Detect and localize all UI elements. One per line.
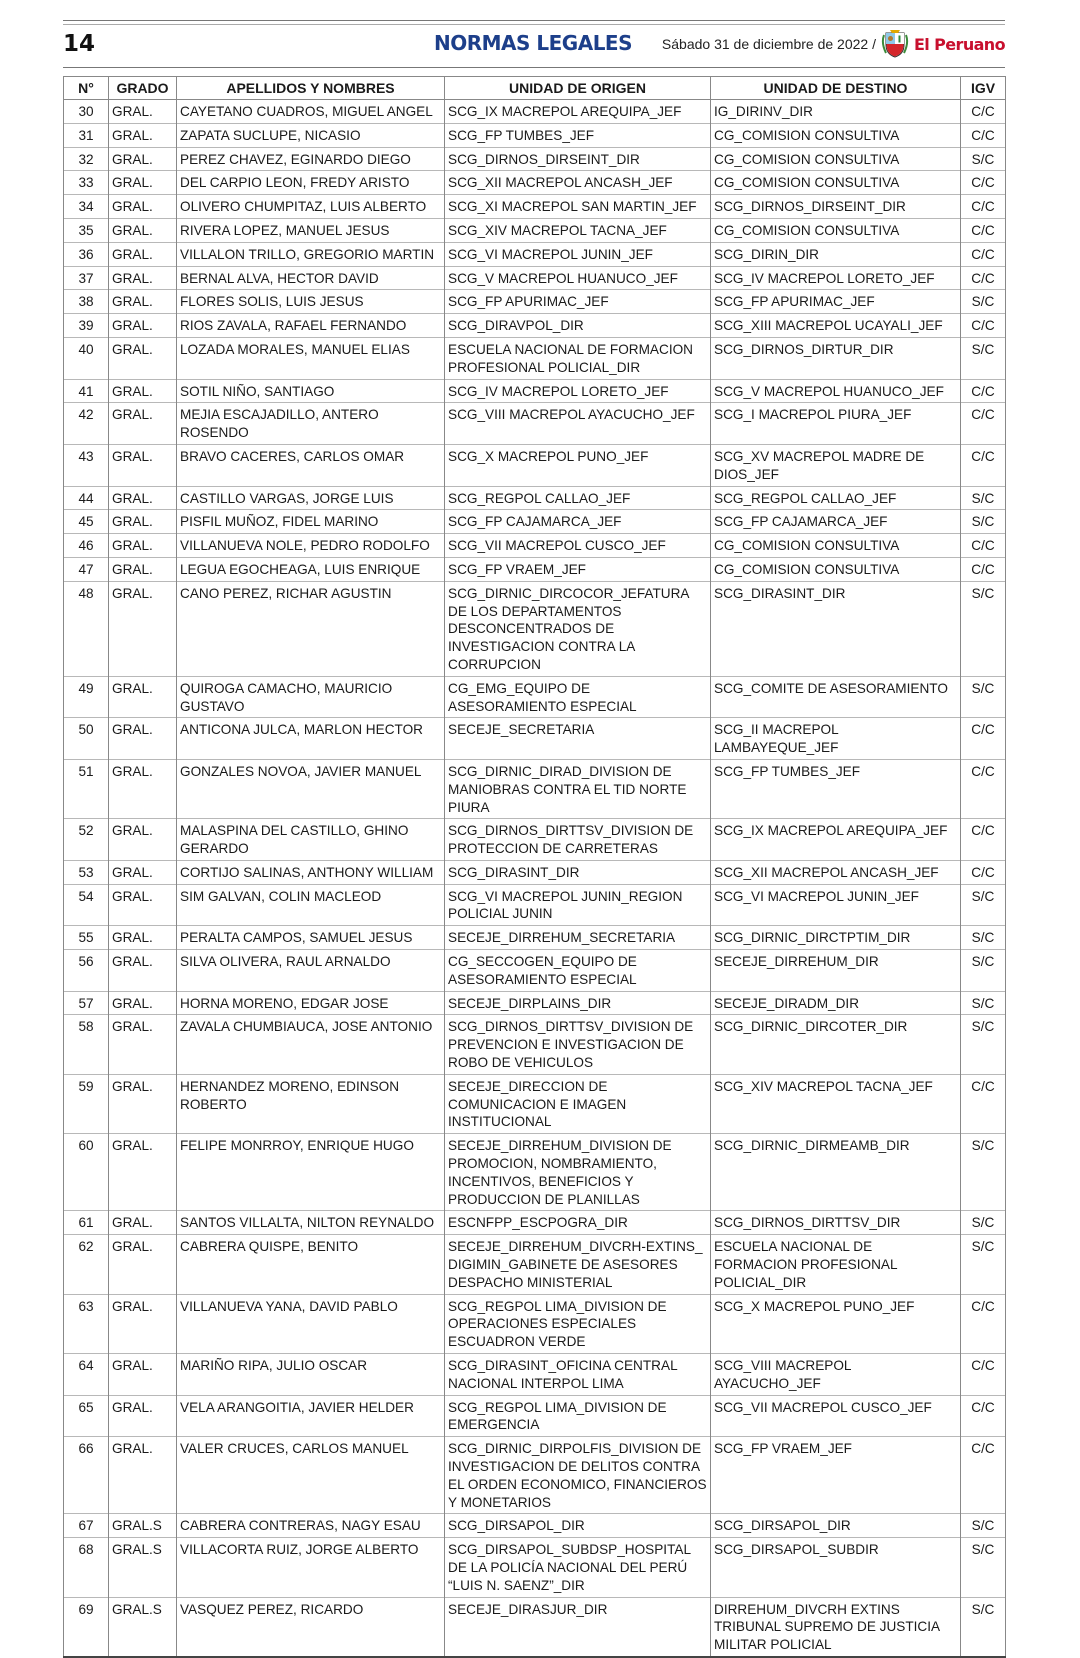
row-igv: C/C [961, 1395, 1006, 1437]
row-number: 44 [64, 486, 109, 510]
row-unidad-origen: SCG_REGPOL CALLAO_JEF [445, 486, 711, 510]
row-number: 37 [64, 266, 109, 290]
row-unidad-origen: SECEJE_SECRETARIA [445, 718, 711, 760]
row-number: 59 [64, 1074, 109, 1133]
row-name: SANTOS VILLALTA, NILTON REYNALDO [177, 1211, 445, 1235]
row-number: 49 [64, 676, 109, 718]
header-right [662, 29, 1005, 59]
table-row [64, 1354, 1006, 1396]
row-grado: GRAL. [109, 314, 177, 338]
row-grado: GRAL. [109, 581, 177, 676]
row-unidad-origen: SCG_DIRASINT_OFICINA CENTRAL NACIONAL INTERPOL LIMA [445, 1354, 711, 1396]
row-grado: GRAL. [109, 557, 177, 581]
row-name: MEJIA ESCAJADILLO, ANTERO ROSENDO [177, 403, 445, 445]
row-igv: C/C [961, 379, 1006, 403]
row-grado: GRAL. [109, 1294, 177, 1353]
row-name: QUIROGA CAMACHO, MAURICIO GUSTAVO [177, 676, 445, 718]
table-row [64, 926, 1006, 950]
column-header-grado: GRADO [109, 77, 177, 100]
row-unidad-origen: CG_SECCOGEN_EQUIPO DE ASESORAMIENTO ESPECIAL [445, 950, 711, 992]
row-unidad-destino: SECEJE_DIRREHUM_DIR [711, 950, 961, 992]
table-row [64, 819, 1006, 861]
row-igv: S/C [961, 1597, 1006, 1657]
row-unidad-origen: SCG_DIRSAPOL_DIR [445, 1514, 711, 1538]
row-grado: GRAL. [109, 1395, 177, 1437]
row-igv: S/C [961, 1538, 1006, 1597]
row-number: 42 [64, 403, 109, 445]
row-number: 67 [64, 1514, 109, 1538]
row-grado: GRAL. [109, 171, 177, 195]
row-name: SILVA OLIVERA, RAUL ARNALDO [177, 950, 445, 992]
table-row [64, 218, 1006, 242]
row-igv: C/C [961, 218, 1006, 242]
column-header-number: N° [64, 77, 109, 100]
row-number: 47 [64, 557, 109, 581]
table-row [64, 1597, 1006, 1657]
row-igv: C/C [961, 1074, 1006, 1133]
row-name: CANO PEREZ, RICHAR AGUSTIN [177, 581, 445, 676]
table-row [64, 581, 1006, 676]
row-unidad-origen: SECEJE_DIRREHUM_DIVISION DE PROMOCION, NOMBRAMIENTO, INCENTIVOS, BENEFICIOS Y PRODUCCION DE PLANILLAS [445, 1134, 711, 1211]
row-igv: S/C [961, 1211, 1006, 1235]
row-name: MALASPINA DEL CASTILLO, GHINO GERARDO [177, 819, 445, 861]
row-number: 65 [64, 1395, 109, 1437]
row-name: VILLACORTA RUIZ, JORGE ALBERTO [177, 1538, 445, 1597]
row-unidad-destino: SCG_XII MACREPOL ANCASH_JEF [711, 860, 961, 884]
row-unidad-origen: SCG_FP VRAEM_JEF [445, 557, 711, 581]
row-number: 33 [64, 171, 109, 195]
row-igv: S/C [961, 486, 1006, 510]
row-number: 43 [64, 444, 109, 486]
row-unidad-destino: SCG_REGPOL CALLAO_JEF [711, 486, 961, 510]
row-igv: S/C [961, 1235, 1006, 1294]
row-unidad-origen: SCG_VI MACREPOL JUNIN_REGION POLICIAL JUNIN [445, 884, 711, 926]
row-name: ZAVALA CHUMBIAUCA, JOSE ANTONIO [177, 1015, 445, 1074]
row-unidad-destino: SCG_VI MACREPOL JUNIN_JEF [711, 884, 961, 926]
row-number: 66 [64, 1437, 109, 1514]
table-row [64, 510, 1006, 534]
table-row [64, 759, 1006, 818]
row-grado: GRAL. [109, 926, 177, 950]
row-number: 53 [64, 860, 109, 884]
row-grado: GRAL. [109, 759, 177, 818]
row-number: 31 [64, 123, 109, 147]
row-name: SOTIL NIÑO, SANTIAGO [177, 379, 445, 403]
table-row [64, 1538, 1006, 1597]
table-row [64, 379, 1006, 403]
row-unidad-destino: SCG_XIV MACREPOL TACNA_JEF [711, 1074, 961, 1133]
row-number: 40 [64, 337, 109, 379]
row-unidad-destino: CG_COMISION CONSULTIVA [711, 218, 961, 242]
table-row [64, 123, 1006, 147]
table-row [64, 171, 1006, 195]
row-unidad-destino: SCG_IX MACREPOL AREQUIPA_JEF [711, 819, 961, 861]
row-igv: C/C [961, 314, 1006, 338]
row-number: 63 [64, 1294, 109, 1353]
row-name: DEL CARPIO LEON, FREDY ARISTO [177, 171, 445, 195]
row-name: CORTIJO SALINAS, ANTHONY WILLIAM [177, 860, 445, 884]
row-unidad-origen: SCG_XII MACREPOL ANCASH_JEF [445, 171, 711, 195]
row-number: 46 [64, 534, 109, 558]
row-grado: GRAL. [109, 676, 177, 718]
row-unidad-origen: ESCUELA NACIONAL DE FORMACION PROFESIONAL POLICIAL_DIR [445, 337, 711, 379]
row-number: 41 [64, 379, 109, 403]
table-row [64, 1395, 1006, 1437]
row-grado: GRAL. [109, 486, 177, 510]
row-igv: C/C [961, 1294, 1006, 1353]
row-grado: GRAL. [109, 860, 177, 884]
section-title: NORMAS LEGALES [434, 31, 632, 55]
column-header-igv: IGV [961, 77, 1006, 100]
row-unidad-destino: SCG_II MACREPOL LAMBAYEQUE_JEF [711, 718, 961, 760]
row-name: SIM GALVAN, COLIN MACLEOD [177, 884, 445, 926]
row-name: FLORES SOLIS, LUIS JESUS [177, 290, 445, 314]
row-igv: C/C [961, 1437, 1006, 1514]
row-unidad-origen: SECEJE_DIRASJUR_DIR [445, 1597, 711, 1657]
table-row [64, 266, 1006, 290]
table-row [64, 242, 1006, 266]
row-name: RIVERA LOPEZ, MANUEL JESUS [177, 218, 445, 242]
row-unidad-origen: SCG_FP TUMBES_JEF [445, 123, 711, 147]
row-unidad-origen: SECEJE_DIRREHUM_DIVCRH-EXTINS_ DIGIMIN_GABINETE DE ASESORES DESPACHO MINISTERIAL [445, 1235, 711, 1294]
row-unidad-destino: SCG_DIRNOS_DIRSEINT_DIR [711, 195, 961, 219]
row-name: HORNA MORENO, EDGAR JOSE [177, 991, 445, 1015]
row-grado: GRAL. [109, 1437, 177, 1514]
row-name: VILLALON TRILLO, GREGORIO MARTIN [177, 242, 445, 266]
table-row [64, 1437, 1006, 1514]
row-grado: GRAL.S [109, 1538, 177, 1597]
row-grado: GRAL. [109, 819, 177, 861]
row-name: VELA ARANGOITIA, JAVIER HELDER [177, 1395, 445, 1437]
row-unidad-origen: SCG_REGPOL LIMA_DIVISION DE EMERGENCIA [445, 1395, 711, 1437]
table-row [64, 486, 1006, 510]
row-unidad-destino: SCG_FP CAJAMARCA_JEF [711, 510, 961, 534]
row-unidad-origen: SCG_DIRNIC_DIRAD_DIVISION DE MANIOBRAS CONTRA EL TID NORTE PIURA [445, 759, 711, 818]
row-grado: GRAL. [109, 884, 177, 926]
row-igv: C/C [961, 100, 1006, 124]
row-unidad-destino: SCG_FP TUMBES_JEF [711, 759, 961, 818]
row-grado: GRAL. [109, 1211, 177, 1235]
row-grado: GRAL. [109, 991, 177, 1015]
row-grado: GRAL. [109, 147, 177, 171]
row-unidad-origen: SCG_FP APURIMAC_JEF [445, 290, 711, 314]
table-row [64, 337, 1006, 379]
row-number: 54 [64, 884, 109, 926]
table-row [64, 534, 1006, 558]
row-grado: GRAL.S [109, 1597, 177, 1657]
row-igv: C/C [961, 195, 1006, 219]
row-grado: GRAL. [109, 403, 177, 445]
row-unidad-origen: SCG_XI MACREPOL SAN MARTIN_JEF [445, 195, 711, 219]
row-grado: GRAL. [109, 534, 177, 558]
column-header-destino: UNIDAD DE DESTINO [711, 77, 961, 100]
row-number: 62 [64, 1235, 109, 1294]
table-row [64, 290, 1006, 314]
row-name: BRAVO CACERES, CARLOS OMAR [177, 444, 445, 486]
row-igv: C/C [961, 444, 1006, 486]
row-unidad-destino: SCG_DIRASINT_DIR [711, 581, 961, 676]
table-row [64, 314, 1006, 338]
table-row [64, 1294, 1006, 1353]
row-igv: C/C [961, 266, 1006, 290]
masthead-el-peruano: El Peruano [913, 34, 1005, 54]
row-number: 60 [64, 1134, 109, 1211]
row-grado: GRAL. [109, 1134, 177, 1211]
table-row [64, 1514, 1006, 1538]
row-grado: GRAL. [109, 444, 177, 486]
row-unidad-destino: SCG_DIRNIC_DIRCOTER_DIR [711, 1015, 961, 1074]
row-grado: GRAL. [109, 510, 177, 534]
row-unidad-destino: SCG_DIRIN_DIR [711, 242, 961, 266]
row-unidad-destino: SCG_V MACREPOL HUANUCO_JEF [711, 379, 961, 403]
row-name: ZAPATA SUCLUPE, NICASIO [177, 123, 445, 147]
row-grado: GRAL. [109, 195, 177, 219]
row-number: 68 [64, 1538, 109, 1597]
row-grado: GRAL. [109, 266, 177, 290]
row-name: RIOS ZAVALA, RAFAEL FERNANDO [177, 314, 445, 338]
row-number: 51 [64, 759, 109, 818]
row-number: 50 [64, 718, 109, 760]
row-unidad-destino: CG_COMISION CONSULTIVA [711, 534, 961, 558]
row-number: 38 [64, 290, 109, 314]
row-igv: S/C [961, 337, 1006, 379]
table-row [64, 718, 1006, 760]
row-number: 32 [64, 147, 109, 171]
row-unidad-destino: SCG_IV MACREPOL LORETO_JEF [711, 266, 961, 290]
row-unidad-destino: SCG_VIII MACREPOL AYACUCHO_JEF [711, 1354, 961, 1396]
row-grado: GRAL. [109, 1074, 177, 1133]
row-unidad-origen: SCG_IV MACREPOL LORETO_JEF [445, 379, 711, 403]
row-grado: GRAL. [109, 950, 177, 992]
row-igv: S/C [961, 290, 1006, 314]
row-unidad-destino: ESCUELA NACIONAL DE FORMACION PROFESIONAL POLICIAL_DIR [711, 1235, 961, 1294]
row-unidad-origen: SCG_VI MACREPOL JUNIN_JEF [445, 242, 711, 266]
row-unidad-origen: SECEJE_DIRECCION DE COMUNICACION E IMAGEN INSTITUCIONAL [445, 1074, 711, 1133]
row-unidad-origen: SCG_VIII MACREPOL AYACUCHO_JEF [445, 403, 711, 445]
row-igv: S/C [961, 950, 1006, 992]
row-name: CABRERA QUISPE, BENITO [177, 1235, 445, 1294]
row-name: CASTILLO VARGAS, JORGE LUIS [177, 486, 445, 510]
table-row [64, 676, 1006, 718]
table-row [64, 991, 1006, 1015]
header-row [64, 77, 1006, 100]
row-igv: C/C [961, 403, 1006, 445]
row-name: VILLANUEVA NOLE, PEDRO RODOLFO [177, 534, 445, 558]
row-unidad-destino: SCG_I MACREPOL PIURA_JEF [711, 403, 961, 445]
row-grado: GRAL. [109, 1235, 177, 1294]
row-grado: GRAL. [109, 123, 177, 147]
row-name: HERNANDEZ MORENO, EDINSON ROBERTO [177, 1074, 445, 1133]
row-grado: GRAL. [109, 379, 177, 403]
row-igv: C/C [961, 759, 1006, 818]
row-igv: S/C [961, 1134, 1006, 1211]
table-row [64, 1235, 1006, 1294]
row-unidad-destino: SCG_DIRNIC_DIRMEAMB_DIR [711, 1134, 961, 1211]
row-number: 64 [64, 1354, 109, 1396]
row-igv: C/C [961, 1354, 1006, 1396]
table-row [64, 100, 1006, 124]
row-number: 45 [64, 510, 109, 534]
table-row [64, 1211, 1006, 1235]
row-unidad-origen: SCG_XIV MACREPOL TACNA_JEF [445, 218, 711, 242]
table-row [64, 1074, 1006, 1133]
row-name: PISFIL MUÑOZ, FIDEL MARINO [177, 510, 445, 534]
row-grado: GRAL. [109, 290, 177, 314]
row-name: LOZADA MORALES, MANUEL ELIAS [177, 337, 445, 379]
table-row [64, 1134, 1006, 1211]
row-igv: C/C [961, 171, 1006, 195]
row-igv: C/C [961, 557, 1006, 581]
row-number: 35 [64, 218, 109, 242]
row-igv: C/C [961, 860, 1006, 884]
table-row [64, 557, 1006, 581]
row-name: GONZALES NOVOA, JAVIER MANUEL [177, 759, 445, 818]
row-number: 48 [64, 581, 109, 676]
row-grado: GRAL. [109, 1354, 177, 1396]
row-unidad-origen: SECEJE_DIRREHUM_SECRETARIA [445, 926, 711, 950]
row-unidad-destino: SCG_DIRSAPOL_DIR [711, 1514, 961, 1538]
table-row [64, 147, 1006, 171]
row-unidad-origen: SCG_VII MACREPOL CUSCO_JEF [445, 534, 711, 558]
row-grado: GRAL. [109, 337, 177, 379]
row-name: PEREZ CHAVEZ, EGINARDO DIEGO [177, 147, 445, 171]
row-unidad-origen: SCG_DIRNOS_DIRSEINT_DIR [445, 147, 711, 171]
row-unidad-destino: SCG_DIRNOS_DIRTUR_DIR [711, 337, 961, 379]
row-name: OLIVERO CHUMPITAZ, LUIS ALBERTO [177, 195, 445, 219]
row-unidad-origen: SECEJE_DIRPLAINS_DIR [445, 991, 711, 1015]
row-unidad-destino: SCG_XIII MACREPOL UCAYALI_JEF [711, 314, 961, 338]
row-name: FELIPE MONRROY, ENRIQUE HUGO [177, 1134, 445, 1211]
row-unidad-destino: SCG_DIRNIC_DIRCTPTIM_DIR [711, 926, 961, 950]
row-unidad-destino: SCG_DIRSAPOL_SUBDIR [711, 1538, 961, 1597]
table-row [64, 444, 1006, 486]
row-name: VALER CRUCES, CARLOS MANUEL [177, 1437, 445, 1514]
row-igv: S/C [961, 991, 1006, 1015]
row-igv: C/C [961, 123, 1006, 147]
row-grado: GRAL. [109, 218, 177, 242]
row-unidad-origen: SCG_DIRNOS_DIRTTSV_DIVISION DE PROTECCION DE CARRETERAS [445, 819, 711, 861]
table-row [64, 860, 1006, 884]
row-unidad-destino: SCG_X MACREPOL PUNO_JEF [711, 1294, 961, 1353]
row-igv: S/C [961, 676, 1006, 718]
row-unidad-destino: CG_COMISION CONSULTIVA [711, 123, 961, 147]
row-unidad-destino: SECEJE_DIRADM_DIR [711, 991, 961, 1015]
row-grado: GRAL.S [109, 1514, 177, 1538]
row-number: 61 [64, 1211, 109, 1235]
row-unidad-origen: SCG_REGPOL LIMA_DIVISION DE OPERACIONES ESPECIALES ESCUADRON VERDE [445, 1294, 711, 1353]
table-row [64, 403, 1006, 445]
row-unidad-origen: SCG_DIRNOS_DIRTTSV_DIVISION DE PREVENCION E INVESTIGACION DE ROBO DE VEHICULOS [445, 1015, 711, 1074]
row-unidad-origen: SCG_DIRNIC_DIRPOLFIS_DIVISION DE INVESTIGACION DE DELITOS CONTRA EL ORDEN ECONOMICO, FINANCIEROS Y MONETARIOS [445, 1437, 711, 1514]
table-row [64, 950, 1006, 992]
row-unidad-origen: SCG_DIRAVPOL_DIR [445, 314, 711, 338]
row-name: LEGUA EGOCHEAGA, LUIS ENRIQUE [177, 557, 445, 581]
row-name: CABRERA CONTRERAS, NAGY ESAU [177, 1514, 445, 1538]
row-unidad-destino: IG_DIRINV_DIR [711, 100, 961, 124]
row-igv: S/C [961, 884, 1006, 926]
row-name: CAYETANO CUADROS, MIGUEL ANGEL [177, 100, 445, 124]
row-number: 39 [64, 314, 109, 338]
row-unidad-destino: CG_COMISION CONSULTIVA [711, 557, 961, 581]
table-head [64, 77, 1006, 100]
column-header-name: APELLIDOS Y NOMBRES [177, 77, 445, 100]
row-unidad-destino: SCG_VII MACREPOL CUSCO_JEF [711, 1395, 961, 1437]
row-unidad-destino: SCG_FP APURIMAC_JEF [711, 290, 961, 314]
row-igv: C/C [961, 534, 1006, 558]
row-grado: GRAL. [109, 1015, 177, 1074]
row-unidad-origen: ESCNFPP_ESCPOGRA_DIR [445, 1211, 711, 1235]
row-igv: S/C [961, 1514, 1006, 1538]
row-igv: C/C [961, 718, 1006, 760]
row-number: 30 [64, 100, 109, 124]
row-igv: S/C [961, 926, 1006, 950]
row-name: ANTICONA JULCA, MARLON HECTOR [177, 718, 445, 760]
row-grado: GRAL. [109, 718, 177, 760]
row-name: BERNAL ALVA, HECTOR DAVID [177, 266, 445, 290]
page-number: 14 [63, 31, 96, 57]
row-unidad-destino: SCG_DIRNOS_DIRTTSV_DIR [711, 1211, 961, 1235]
row-unidad-origen: SCG_X MACREPOL PUNO_JEF [445, 444, 711, 486]
row-name: MARIÑO RIPA, JULIO OSCAR [177, 1354, 445, 1396]
publication-date: Sábado 31 de diciembre de 2022 / [661, 36, 876, 52]
row-unidad-origen: SCG_DIRNIC_DIRCOCOR_JEFATURA DE LOS DEPARTAMENTOS DESCONCENTRADOS DE INVESTIGACION CONTRA LA CORRUPCION [445, 581, 711, 676]
row-igv: S/C [961, 1015, 1006, 1074]
row-igv: S/C [961, 510, 1006, 534]
row-unidad-destino: CG_COMISION CONSULTIVA [711, 147, 961, 171]
row-number: 57 [64, 991, 109, 1015]
row-number: 36 [64, 242, 109, 266]
row-grado: GRAL. [109, 242, 177, 266]
row-unidad-origen: SCG_DIRASINT_DIR [445, 860, 711, 884]
row-igv: S/C [961, 147, 1006, 171]
row-unidad-origen: SCG_V MACREPOL HUANUCO_JEF [445, 266, 711, 290]
table-body [64, 100, 1006, 1657]
row-unidad-destino: SCG_FP VRAEM_JEF [711, 1437, 961, 1514]
row-igv: C/C [961, 242, 1006, 266]
row-igv: S/C [961, 581, 1006, 676]
newspaper-page [63, 20, 1005, 1653]
row-unidad-destino: SCG_COMITE DE ASESORAMIENTO [711, 676, 961, 718]
row-number: 52 [64, 819, 109, 861]
row-unidad-destino: DIRREHUM_DIVCRH EXTINS TRIBUNAL SUPREMO DE JUSTICIA MILITAR POLICIAL [711, 1597, 961, 1657]
row-unidad-destino: CG_COMISION CONSULTIVA [711, 171, 961, 195]
row-unidad-origen: SCG_DIRSAPOL_SUBDSP_HOSPITAL DE LA POLICÍA NACIONAL DEL PERÚ “LUIS N. SAENZ”_DIR [445, 1538, 711, 1597]
table-row [64, 1015, 1006, 1074]
column-header-origen: UNIDAD DE ORIGEN [445, 77, 711, 100]
row-name: PERALTA CAMPOS, SAMUEL JESUS [177, 926, 445, 950]
roster-table [63, 76, 1006, 1658]
peru-coat-of-arms-icon [880, 29, 910, 59]
table-row [64, 195, 1006, 219]
row-name: VASQUEZ PEREZ, RICARDO [177, 1597, 445, 1657]
row-grado: GRAL. [109, 100, 177, 124]
row-number: 55 [64, 926, 109, 950]
row-number: 69 [64, 1597, 109, 1657]
row-unidad-origen: CG_EMG_EQUIPO DE ASESORAMIENTO ESPECIAL [445, 676, 711, 718]
row-number: 56 [64, 950, 109, 992]
row-igv: C/C [961, 819, 1006, 861]
row-unidad-origen: SCG_FP CAJAMARCA_JEF [445, 510, 711, 534]
row-unidad-origen: SCG_IX MACREPOL AREQUIPA_JEF [445, 100, 711, 124]
row-number: 58 [64, 1015, 109, 1074]
row-number: 34 [64, 195, 109, 219]
table-row [64, 884, 1006, 926]
page-header [63, 20, 1005, 68]
row-name: VILLANUEVA YANA, DAVID PABLO [177, 1294, 445, 1353]
row-unidad-destino: SCG_XV MACREPOL MADRE DE DIOS_JEF [711, 444, 961, 486]
